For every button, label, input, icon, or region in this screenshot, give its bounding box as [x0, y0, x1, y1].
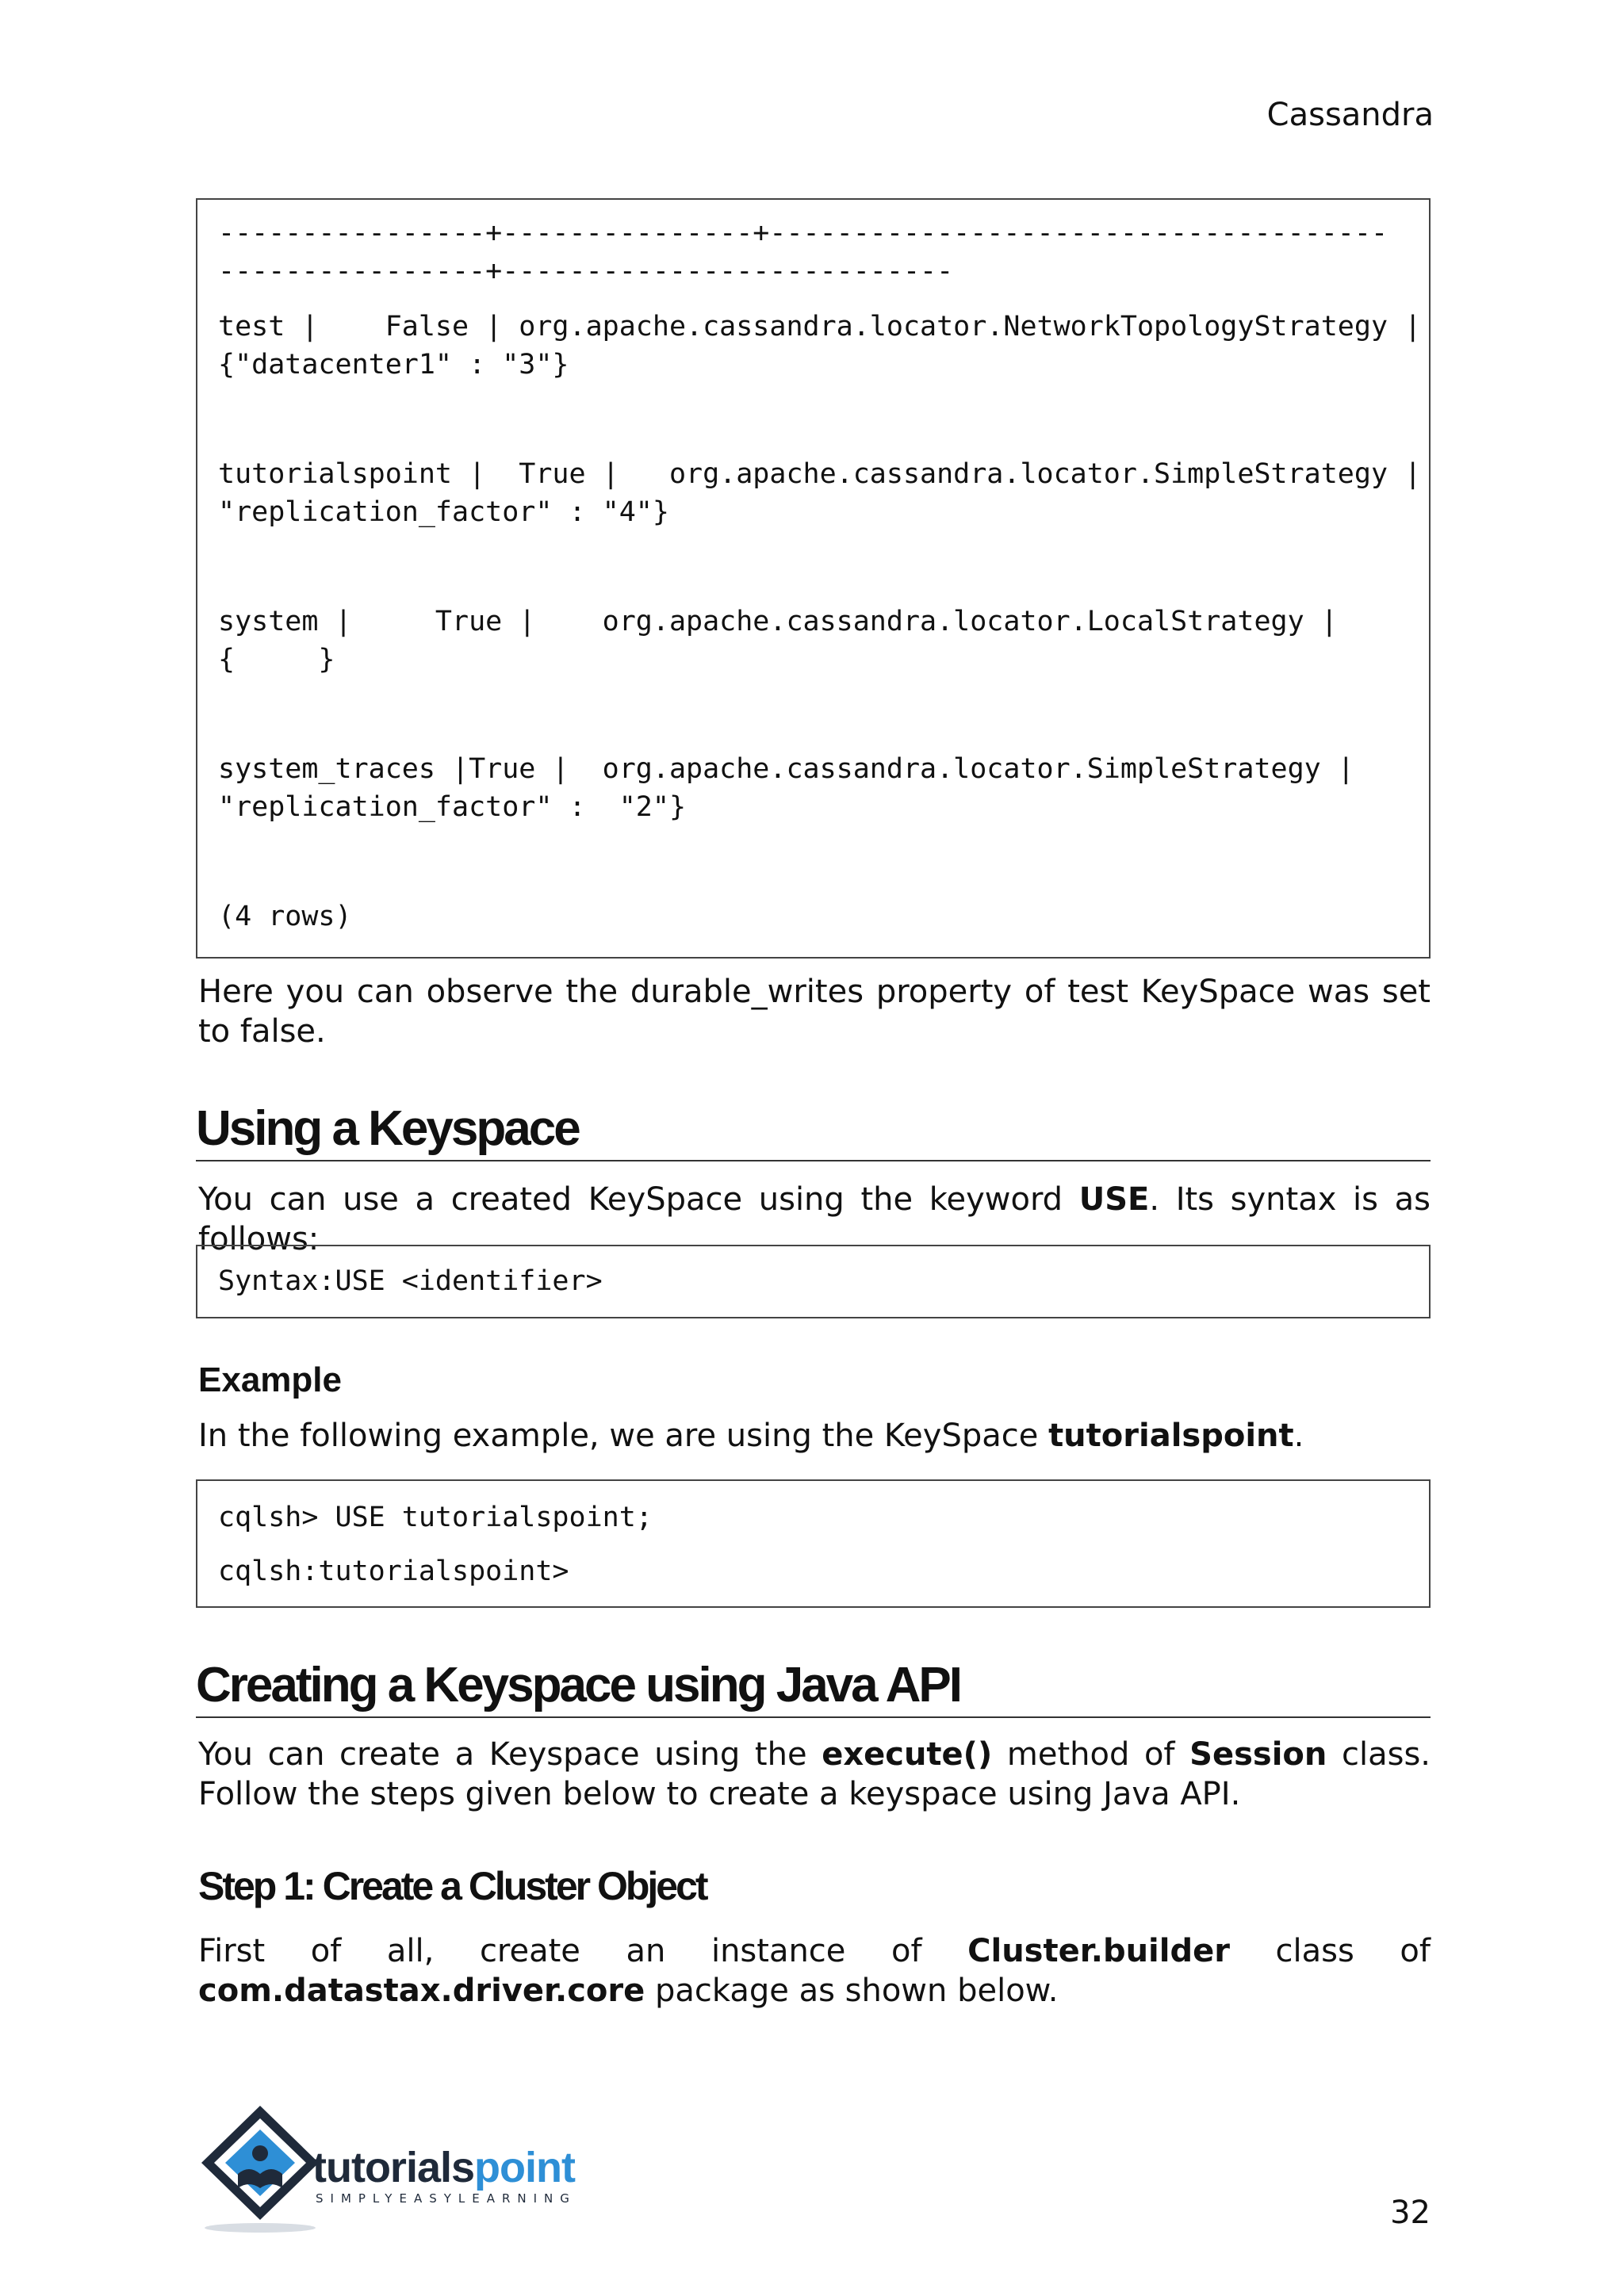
- output-line: ----------------+---------------+-------------------------------------: [218, 217, 1388, 249]
- syntax-box: [196, 1245, 1431, 1318]
- query-output-box: [196, 198, 1431, 959]
- output-line: {"datacenter1" : "3"}: [218, 349, 569, 381]
- code-line: cqlsh:tutorialspoint>: [218, 1556, 569, 1587]
- step1-line2: com.datastax.driver.core package as shown below.: [198, 1973, 1059, 2009]
- output-line: tutorialspoint | True | org.apache.cassandra.locator.SimpleStrategy |: [218, 458, 1422, 490]
- output-line: { }: [218, 644, 335, 675]
- code-line: cqlsh> USE tutorialspoint;: [218, 1502, 653, 1533]
- session-class: Session: [1189, 1736, 1327, 1773]
- java-api-intro: You can create a Keyspace using the execute() method of Session class. Follow the steps given below to create a keyspace using Java API.: [198, 1736, 1431, 1812]
- output-line: ----------------+---------------------------: [218, 255, 954, 287]
- example-code-box: [196, 1479, 1431, 1608]
- package-name: com.datastax.driver.core: [198, 1973, 645, 2009]
- example-heading: Example: [198, 1360, 342, 1399]
- syntax-line: Syntax:USE <identifier>: [218, 1265, 603, 1297]
- keyspace-name: tutorialspoint: [1048, 1418, 1294, 1454]
- example-intro: In the following example, we are using the KeySpace tutorialspoint.: [198, 1418, 1304, 1454]
- use-keyword: USE: [1078, 1181, 1150, 1218]
- output-line: system_traces |True | org.apache.cassandra.locator.SimpleStrategy |: [218, 753, 1354, 785]
- step1-text: [198, 1931, 1431, 2011]
- execute-method: execute(): [822, 1736, 993, 1773]
- output-line: "replication_factor" : "2"}: [218, 791, 687, 823]
- section-heading-using-keyspace: Using a Keyspace: [196, 1100, 1431, 1161]
- output-line: system | True | org.apache.cassandra.locator.LocalStrategy |: [218, 606, 1338, 637]
- output-line: (4 rows): [218, 901, 352, 932]
- step1-heading: Step 1: Create a Cluster Object: [198, 1864, 707, 1908]
- output-line: test | False | org.apache.cassandra.locator.NetworkTopologyStrategy |: [218, 311, 1422, 342]
- output-line: "replication_factor" : "4"}: [218, 496, 669, 528]
- section-heading-java-api: Creating a Keyspace using Java API: [196, 1657, 1431, 1718]
- use-keyword-intro: You can use a created KeySpace using the keyword USE. Its syntax is as follows:: [198, 1181, 1431, 1257]
- tutorialspoint-logo: [197, 2101, 609, 2236]
- step1-line1: First of all, create an instance of Cluster.builder class of: [198, 1933, 1431, 1969]
- running-header: Cassandra: [1266, 97, 1434, 133]
- logo-wordmark: tutorialspoint: [312, 2144, 575, 2191]
- durable-writes-note: Here you can observe the durable_writes property of test KeySpace was set to false.: [198, 974, 1431, 1050]
- page-number: 32: [1390, 2195, 1431, 2231]
- logo-tagline: SIMPLYEASYLEARNING: [316, 2191, 576, 2206]
- cluster-builder-class: Cluster.builder: [967, 1933, 1230, 1969]
